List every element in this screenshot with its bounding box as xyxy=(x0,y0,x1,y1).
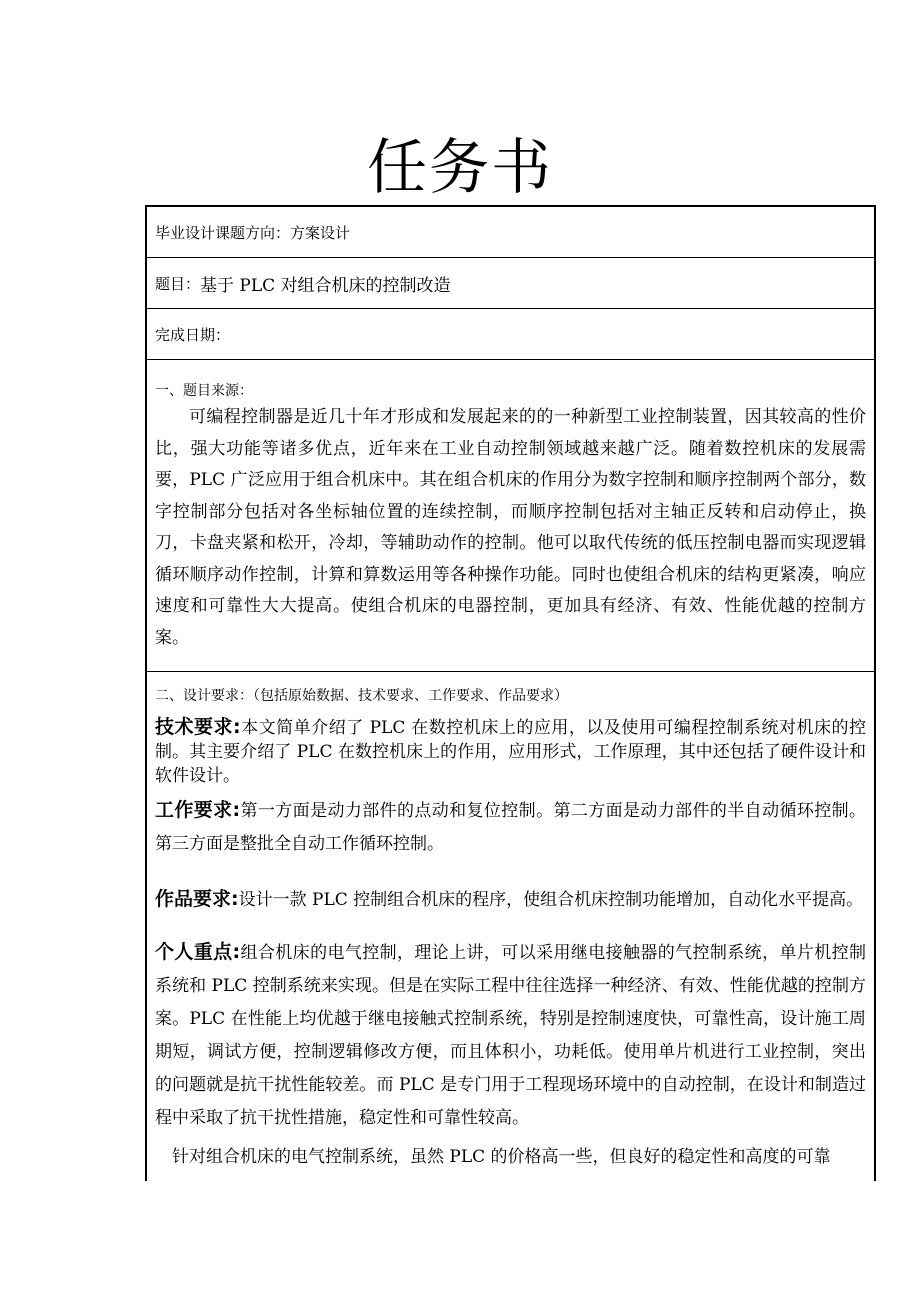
work-label: 工作要求: xyxy=(155,799,241,821)
work-requirements xyxy=(155,794,866,861)
spacer xyxy=(155,861,866,879)
document-title: 任务书 xyxy=(367,133,553,203)
tech-requirements xyxy=(155,715,866,788)
source-body: 可编程控制器是近几十年才形成和发展起来的的一种新型工业控制装置，因其较高的性价比，强大功能等诸多优点，近年来在工业自动控制领域越来越广泛。随着数控机床的发展需要，PLC 广泛应用于组合机床中。其在组合机床的作用分为数字控制和顺序控制两个部分，数字控制部分包括对各坐标轴位置的连续控制，而顺序控制包括对主轴正反转和启动停止，换刀，卡盘夹紧和松开，冷却，等辅助动作的控制。他可以取代传统的低压控制电器而实现逻辑循环顺序动作控制，计算和算数运用等各种操作功能。同时也使组合机床的结构更紧凑，响应速度和可靠性大大提高。使组合机床的电器控制，更加具有经济、有效、性能优越的控制方案。 xyxy=(155,407,866,648)
task-form-table xyxy=(145,205,876,1181)
focus-label: 个人重点: xyxy=(155,941,241,963)
spacer xyxy=(155,912,866,930)
source-heading: 一、题目来源： xyxy=(155,383,253,399)
requirements-heading: 二、设计要求：（包括原始数据、技术要求、工作要求、作品要求） xyxy=(155,688,568,704)
date-row xyxy=(147,309,874,360)
topic-value: 基于 PLC 对组合机床的控制改造 xyxy=(200,275,451,296)
focus-body: 组合机床的电气控制，理论上讲，可以采用继电接触器的气控制系统，单片机控制系统和 PLC 控制系统来实现。但是在实际工程中往往选择一种经济、有效、性能优越的控制方案。PLC 在性能上均优越于继电接触式控制系统，特别是控制速度快，可靠性高，设计施工周期短，调试方便，控制逻辑修改方便，而且体积小，功耗低。使用单片机进行工业控制，突出的问题就是抗干扰性能较差。而 PLC 是专门用于工程现场环境中的自动控制，在设计和制造过程中采取了抗干扰性措施，稳定性和可靠性较高。 xyxy=(155,943,866,1128)
direction-row xyxy=(147,207,874,258)
date-label: 完成日期： xyxy=(155,325,231,344)
requirements-section xyxy=(147,672,874,1174)
topic-row xyxy=(147,258,874,309)
work-body: 第一方面是动力部件的点动和复位控制。第二方面是动力部件的半自动循环控制。第三方面是整批全自动工作循环控制。 xyxy=(155,801,866,854)
tech-label: 技术要求: xyxy=(155,716,241,738)
last-paragraph: 针对组合机床的电气控制系统，虽然 PLC 的价格高一些，但良好的稳定性和高度的可靠 xyxy=(172,1147,831,1167)
product-label: 作品要求: xyxy=(155,888,239,910)
direction-text: 毕业设计课题方向：方案设计 xyxy=(155,223,351,242)
product-body: 设计一款 PLC 控制组合机床的程序，使组合机床控制功能增加，自动化水平提高。 xyxy=(238,890,864,910)
topic-label: 题目： xyxy=(155,274,201,293)
source-section xyxy=(147,360,874,672)
personal-focus xyxy=(155,936,866,1135)
tech-body: 本文简单介绍了 PLC 在数控机床上的应用，以及使用可编程控制系统对机床的控制。其主要介绍了 PLC 在数控机床上的作用，应用形式，工作原理，其中还包括了硬件设计和软件设计。 xyxy=(155,718,866,786)
product-requirements xyxy=(155,887,866,912)
